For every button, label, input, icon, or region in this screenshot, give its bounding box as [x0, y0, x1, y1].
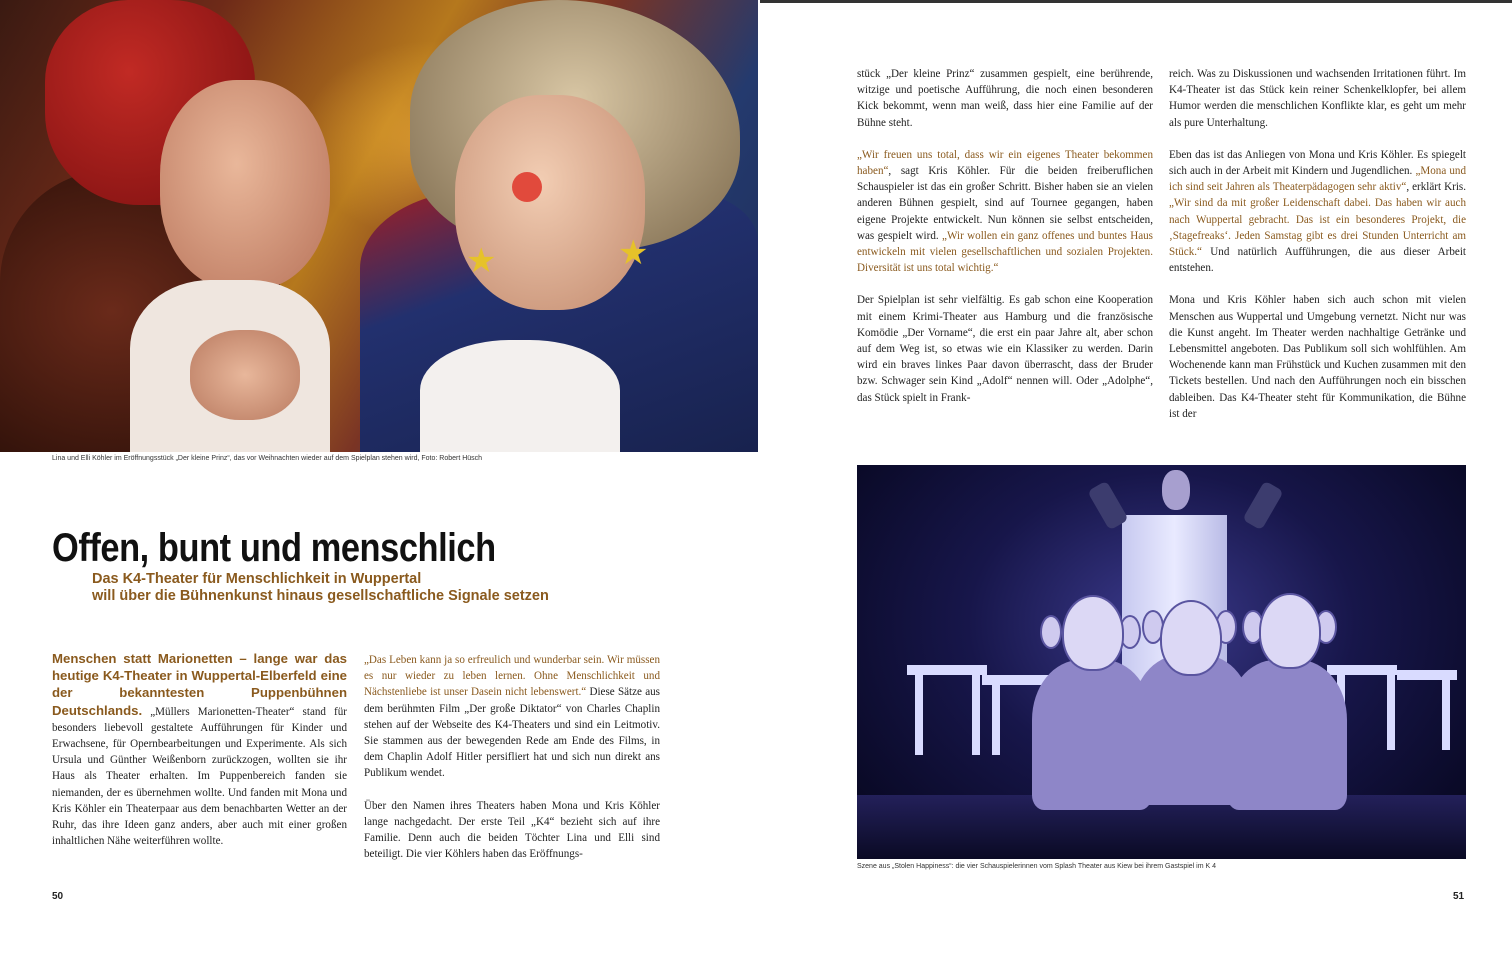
text-column-1 [52, 651, 347, 849]
quote: „Wir sind da mit großer Leidenschaft dabei. Das haben wir auch nach Wuppertal gebracht. Das ist ein besonderes Projekt, die ‚Stagefreaks‘. Jeden Samstag gibt es drei Stunden Unterricht am Stück.“ [1169, 197, 1466, 259]
page-number-right: 51 [1453, 891, 1465, 902]
body-paragraph: stück „Der kleine Prinz“ zusammen gespielt, eine berührende, witzige und poetische Aufführung, die noch einen besonderen Kick bekommt, wenn man weiß, dass hier eine Familie auf der Bühne steht. [857, 68, 1153, 129]
body-text: „Müllers Marionetten-Theater“ stand für besonders liebevoll gestaltete Aufführungen für Kinder und Erwachsene, für Opernbearbeitungen und Experimente. Als sich Ursula und Günther Weißenborn zurückzogen, wollten sie ihr Haus als Theater erhalten. Im Puppenbereich fanden sie niemanden, der es übernehmen wollte. Und fanden mit Mona und Kris Köhler ein Theaterpaar aus dem benachbarten Wetter an der Ruhr, das ihre Ideen ganz anders, aber auch mit einer großen inhaltlichen Nähe weiterführen wollte. [52, 705, 347, 848]
text-column-2 [364, 652, 660, 862]
quote: „Wir wollen ein ganz offenes und buntes Haus entwickeln mit vielen gesellschaftlichen und sozialen Projekten. Diversität ist uns total wichtig.“ [857, 229, 1153, 275]
subheadline-line-2: will über die Bühnenkunst hinaus gesellschaftliche Signale setzen [92, 588, 549, 604]
photo-caption-left: Lina und Elli Köhler im Eröffnungsstück „Der kleine Prinz“, das vor Weihnachten wieder auf dem Spielplan stehen wird, Foto: Robert Hüsch [52, 455, 483, 462]
body-paragraph: Mona und Kris Köhler haben sich auch schon mit vielen Menschen aus Wuppertal und Umgebung vernetzt. Nicht nur was die Kunst angeht. Im Theater werden nachhaltige Getränke und Lebensmittel angeboten. Das Publikum soll sich wohlfühlen. Am Wochenende kann man Frühstück und Kuchen zusammen mit den Tickets bestellen. Und nach den Aufführungen noch ein bisschen dableiben. Das K4-Theater steht für Kommunikation, die Bühne ist der [1169, 294, 1466, 420]
lead-paragraph: Menschen statt Marionetten – lange war das heutige K4-Theater in Wuppertal-Elberfeld eine der bekanntesten Puppenbühnen Deutschlands. [52, 651, 347, 718]
photo-stolen-happiness [857, 465, 1466, 859]
page-number-left: 50 [52, 891, 64, 902]
body-paragraph: Über den Namen ihres Theaters haben Mona und Kris Köhler lange nachgedacht. Der erste Teil „K4“ bezieht sich auf ihre Familie. Denn auch die beiden Töchter Lina und Elli sind beteiligt. Die vier Köhlers haben das Eröffnungs- [364, 799, 660, 861]
photo-caption-right: Szene aus „Stolen Happiness“: die vier Schauspielerinnen vom Splash Theater aus Kiew bei ihrem Gastspiel im K 4 [857, 863, 1216, 870]
subheadline-line-1: Das K4-Theater für Menschlichkeit in Wuppertal [92, 571, 422, 587]
quote: „Mona und ich sind seit Jahren als Theaterpädagogen sehr aktiv“ [1169, 165, 1466, 194]
body-text: Eben das ist das Anliegen von Mona und Kris Köhler. Es spiegelt sich auch in der Arbeit mit Kindern und Jugendlichen. [1169, 148, 1466, 178]
article-subheadline [92, 571, 549, 605]
body-paragraph: reich. Was zu Diskussionen und wachsenden Irritationen führt. Im K4-Theater ist das Stück kein reiner Schenkelklopfer, bei allem Humor werden die menschlichen Konflikte klar, es geht um mehr als pure Unterhaltung. [1169, 68, 1466, 129]
body-text: Und natürlich Aufführungen, die aus dieser Arbeit entstehen. [1169, 246, 1466, 275]
text-column-3 [857, 66, 1153, 406]
body-text: , erklärt Kris. [1406, 181, 1466, 194]
photo-koehler-sisters: ★ ★ [0, 0, 758, 452]
quote: „Wir freuen uns total, dass wir ein eigenes Theater bekommen haben“ [857, 148, 1153, 178]
top-rule [760, 0, 1512, 3]
body-paragraph: Der Spielplan ist sehr vielfältig. Es gab schon eine Kooperation mit einem Krimi-Theater aus Hamburg und die französische Komödie „Der Vorname“, die erst ein paar Jahre alt, aber schon auf dem Weg ist, so etwas wie ein Klassiker zu werden. Darin wird ein braves linkes Paar davon überrascht, dass der Bruder bzw. Schwager sein Kind „Adolf“ nennen will. Oder „Adolphe“, das Stück spielt in Frank- [857, 294, 1153, 404]
body-text: , sagt Kris Köhler. Für die beiden freiberuflichen Schauspieler ist das ein großer Schritt. Bisher haben sie an vielen anderen Bühnen gespielt, sind auf Tournee gegangen, haben eigene Projekte entwickelt. Nun können sie selbst entscheiden, was gespielt wird. [857, 165, 1153, 242]
text-column-4 [1169, 66, 1466, 422]
body-text: Diese Sätze aus dem berühmten Film „Der große Diktator“ von Charles Chaplin stehen auf der Webseite des K4-Theaters und sind ein Leitmotiv. Sie stammen aus der bewegenden Rede am Ende des Films, in dem Chaplin Adolf Hitler persifliert hat und sich nun direkt ans Publikum wendet. [364, 686, 660, 780]
chaplin-quote: „Das Leben kann ja so erfreulich und wunderbar sein. Wir müssen es nur wieder zu leben lernen. Ohne Menschlichkeit und Nächstenliebe ist unser Dasein nicht lebenswert.“ [364, 654, 660, 699]
article-headline: Offen, bunt und menschlich [52, 526, 496, 570]
